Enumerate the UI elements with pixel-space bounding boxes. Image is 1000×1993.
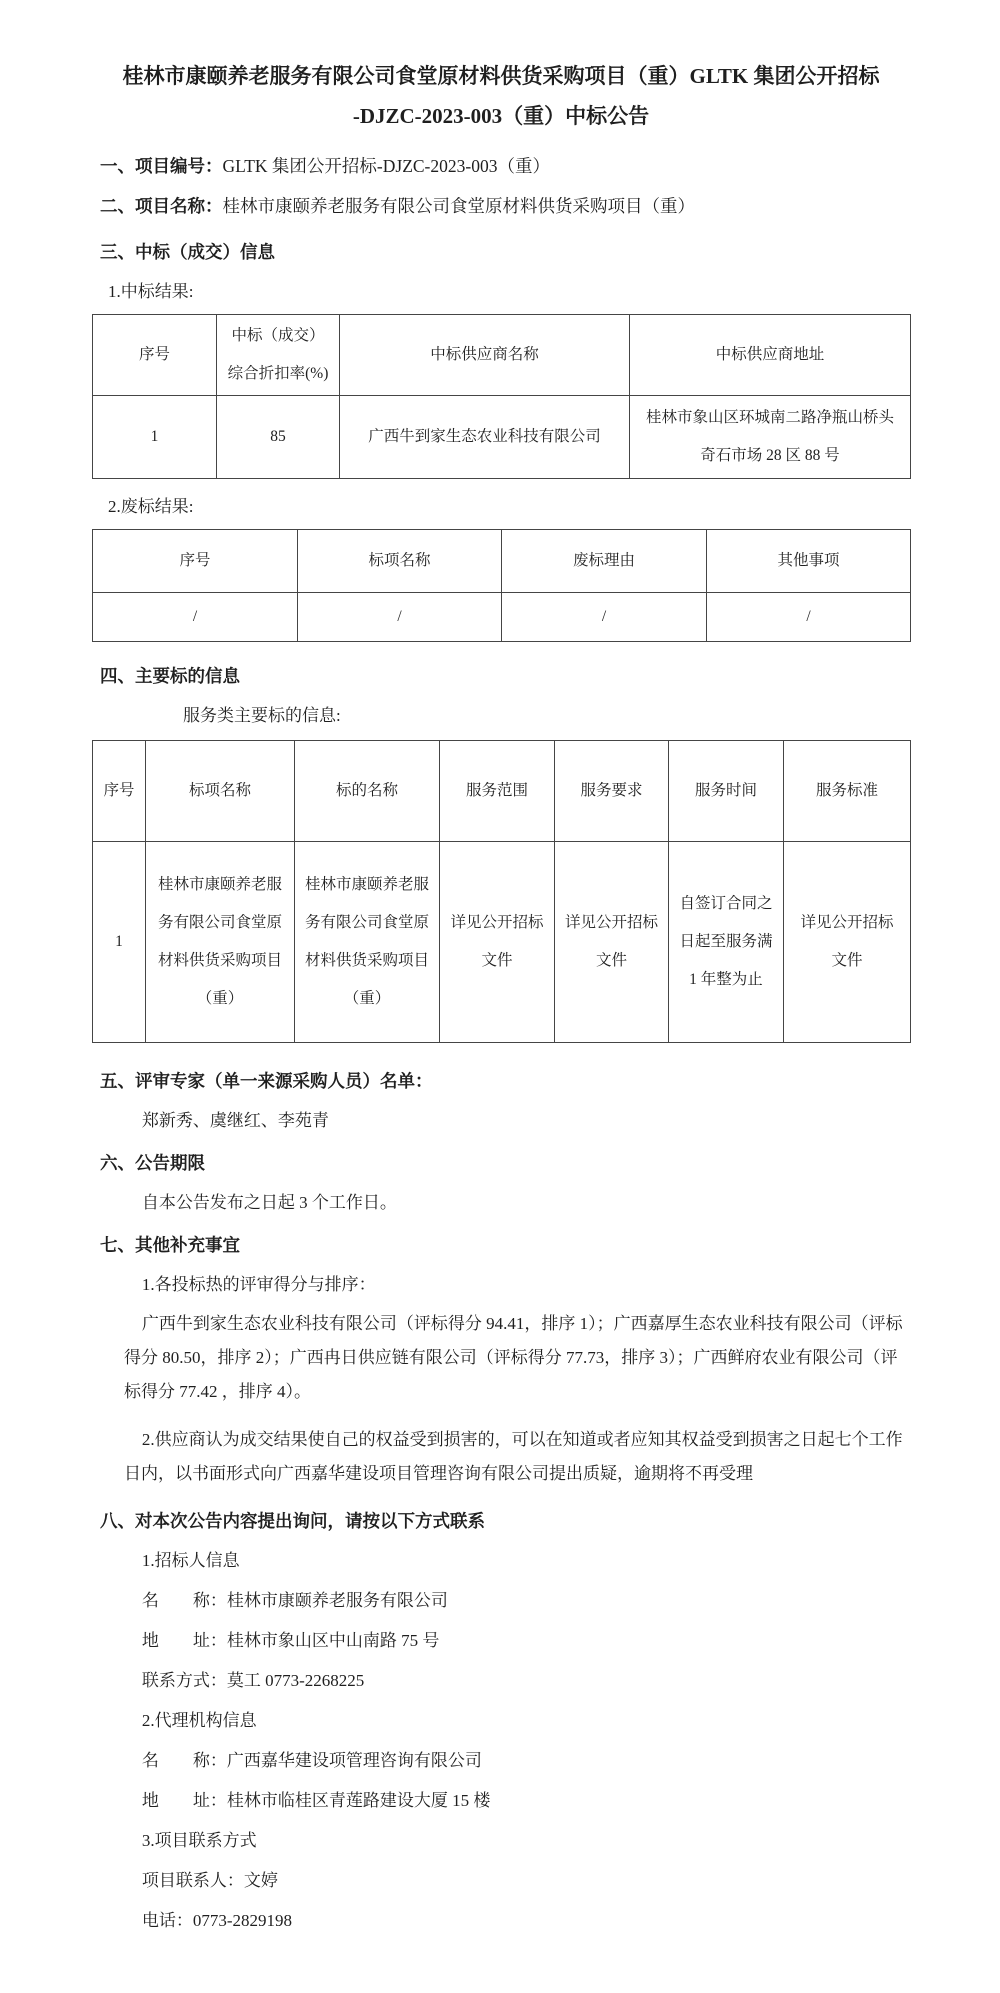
section-experts-heading: 五、评审专家（单一来源采购人员）名单： xyxy=(100,1070,433,1091)
contact-purchaser-label: 1.招标人信息 xyxy=(141,1550,240,1570)
invalid-cell-other: / xyxy=(707,592,911,641)
title-line-2: -DJZC-2023-003（重）中标公告 xyxy=(352,104,650,128)
award-header-discount: 中标（成交）综合折扣率(%) xyxy=(217,315,340,396)
section-project-name xyxy=(100,194,910,218)
main-subject-row xyxy=(93,841,911,1042)
contact-agency-label: 2.代理机构信息 xyxy=(141,1710,257,1730)
title-line-1: 桂林市康颐养老服务有限公司食堂原材料供货采购项目（重）GLTK 集团公开招标 xyxy=(122,64,880,88)
invalid-result-table xyxy=(92,529,911,642)
subject-header-subject-name: 标的名称 xyxy=(295,740,440,841)
section-contact-heading: 八、对本次公告内容提出询问，请按以下方式联系 xyxy=(100,1510,485,1531)
other-item1-body: 广西牛到家生态农业科技有限公司（评标得分 94.41，排序 1）；广西嘉厚生态农业科技有限公司（评标得分 80.50，排序 2）；广西冉日供应链有限公司（评标得分 77.73，排序 3）；广西鲜府农业有限公司（评标得分 77.42 ，排序 4）。 xyxy=(124,1313,903,1401)
subject-cell-lot-name: 桂林市康颐养老服务有限公司食堂原材料供货采购项目（重） xyxy=(146,841,295,1042)
contact-purchaser-phone: 联系方式：莫工 0773-2268225 xyxy=(141,1670,365,1690)
main-subject-sub-label: 服务类主要标的信息: xyxy=(183,705,341,725)
invalid-cell-lot-name: / xyxy=(298,592,502,641)
subject-header-scope: 服务范围 xyxy=(440,740,555,841)
award-result-label: 1.中标结果: xyxy=(108,282,194,301)
award-result-header-row xyxy=(93,315,911,396)
subject-cell-requirement: 详见公开招标文件 xyxy=(555,841,669,1042)
contact-purchaser-name: 名 称：桂林市康颐养老服务有限公司 xyxy=(141,1590,448,1610)
subject-header-time: 服务时间 xyxy=(669,740,784,841)
invalid-result-label: 2.废标结果: xyxy=(108,496,194,516)
main-subject-table xyxy=(92,740,911,1043)
experts-names: 郑新秀、虞继红、李苑青 xyxy=(141,1110,329,1130)
award-result-row xyxy=(93,395,911,478)
award-cell-supplier-name: 广西牛到家生态农业科技有限公司 xyxy=(340,395,630,478)
invalid-result-header-row xyxy=(93,529,911,592)
contact-project-person: 项目联系人：文婷 xyxy=(141,1870,278,1890)
notice-period-body: 自本公告发布之日起 3 个工作日。 xyxy=(141,1192,397,1212)
subject-header-requirement: 服务要求 xyxy=(555,740,669,841)
page-title xyxy=(92,56,910,136)
subject-header-seq: 序号 xyxy=(93,740,146,841)
invalid-result-row xyxy=(93,592,911,641)
subject-cell-subject-name: 桂林市康颐养老服务有限公司食堂原材料供货采购项目（重） xyxy=(295,841,440,1042)
contact-agency-address: 地 址：桂林市临桂区青莲路建设大厦 15 楼 xyxy=(141,1790,491,1810)
contact-agency-name: 名 称：广西嘉华建设项管理咨询有限公司 xyxy=(141,1750,482,1770)
invalid-header-seq: 序号 xyxy=(93,529,298,592)
subject-cell-standard: 详见公开招标文件 xyxy=(784,841,911,1042)
invalid-header-reason: 废标理由 xyxy=(502,529,707,592)
project-name-value: 桂林市康颐养老服务有限公司食堂原材料供货采购项目（重） xyxy=(222,196,695,216)
award-result-table xyxy=(92,314,911,479)
award-header-supplier-address: 中标供应商地址 xyxy=(630,315,911,396)
project-name-label: 二、项目名称： xyxy=(100,196,223,216)
project-number-value: GLTK 集团公开招标-DJZC-2023-003（重） xyxy=(222,156,550,176)
subject-header-standard: 服务标准 xyxy=(784,740,911,841)
award-cell-supplier-address: 桂林市象山区环城南二路净瓶山桥头奇石市场 28 区 88 号 xyxy=(630,395,911,478)
invalid-header-lot-name: 标项名称 xyxy=(298,529,502,592)
section-award-info-heading: 三、中标（成交）信息 xyxy=(100,242,275,262)
award-cell-discount: 85 xyxy=(217,395,340,478)
subject-cell-time: 自签订合同之日起至服务满 1 年整为止 xyxy=(669,841,784,1042)
award-header-supplier-name: 中标供应商名称 xyxy=(340,315,630,396)
contact-purchaser-address: 地 址：桂林市象山区中山南路 75 号 xyxy=(141,1630,440,1650)
contact-project-phone: 电话：0773-2829198 xyxy=(141,1910,293,1930)
subject-cell-scope: 详见公开招标文件 xyxy=(440,841,555,1042)
award-cell-seq: 1 xyxy=(93,395,217,478)
subject-header-lot-name: 标项名称 xyxy=(146,740,295,841)
award-header-seq: 序号 xyxy=(93,315,217,396)
section-main-subject-heading: 四、主要标的信息 xyxy=(100,665,240,686)
invalid-cell-reason: / xyxy=(502,592,707,641)
invalid-header-other: 其他事项 xyxy=(707,529,911,592)
section-other-heading: 七、其他补充事宜 xyxy=(100,1234,240,1255)
section-project-number xyxy=(100,154,910,178)
contact-project-label: 3.项目联系方式 xyxy=(141,1830,257,1850)
subject-cell-seq: 1 xyxy=(93,841,146,1042)
invalid-cell-seq: / xyxy=(93,592,298,641)
project-number-label: 一、项目编号： xyxy=(100,156,223,176)
other-item1-label: 1.各投标热的评审得分与排序： xyxy=(141,1274,376,1294)
section-notice-period-heading: 六、公告期限 xyxy=(100,1152,205,1173)
other-item2-body: 2.供应商认为成交结果使自己的权益受到损害的，可以在知道或者应知其权益受到损害之日起七个工作日内，以书面形式向广西嘉华建设项目管理咨询有限公司提出质疑，逾期将不再受理 xyxy=(124,1429,903,1483)
main-subject-header-row xyxy=(93,740,911,841)
